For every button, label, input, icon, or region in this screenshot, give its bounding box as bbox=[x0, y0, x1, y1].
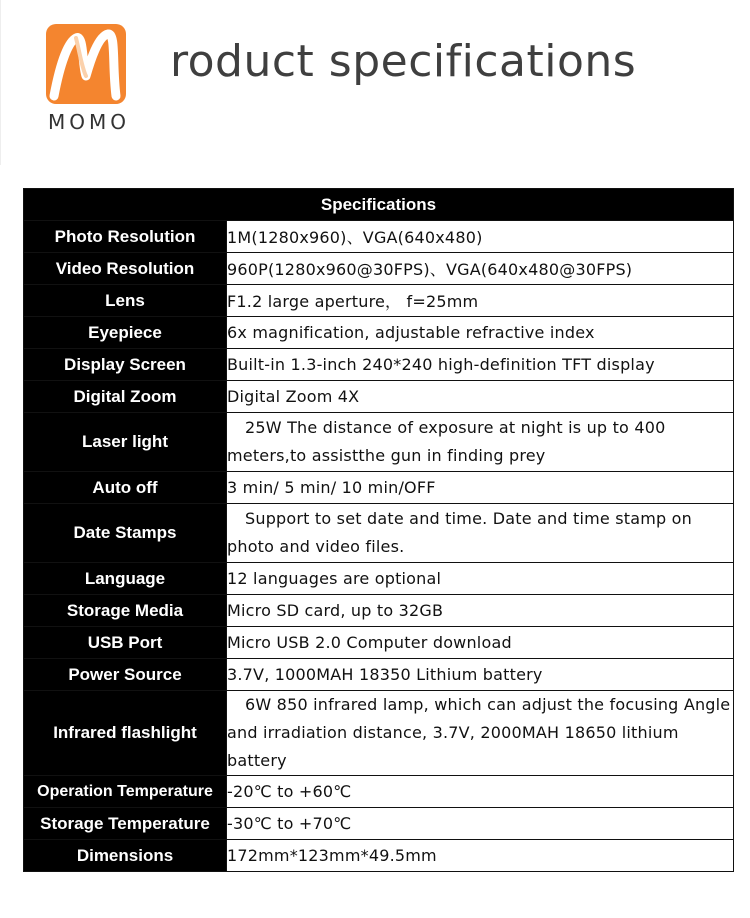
momo-m-logo-icon bbox=[46, 24, 126, 104]
spec-label-digital-zoom: Digital Zoom bbox=[24, 381, 227, 413]
spec-label-lens: Lens bbox=[24, 285, 227, 317]
spec-value-usb-port: Micro USB 2.0 Computer download bbox=[227, 627, 734, 659]
spec-value-auto-off: 3 min/ 5 min/ 10 min/OFF bbox=[227, 472, 734, 504]
spec-label-video-resolution: Video Resolution bbox=[24, 253, 227, 285]
table-row bbox=[24, 504, 734, 563]
spec-value-infrared-flashlight: 6W 850 infrared lamp, which can adjust the focusing Angle and irradiation distance, 3.7V, 2000MAH 18650 lithium battery bbox=[227, 691, 734, 776]
spec-label-power-source: Power Source bbox=[24, 659, 227, 691]
spec-value-power-source: 3.7V, 1000MAH 18350 Lithium battery bbox=[227, 659, 734, 691]
table-row bbox=[24, 840, 734, 872]
table-row bbox=[24, 381, 734, 413]
specifications-table bbox=[23, 188, 734, 872]
table-row bbox=[24, 472, 734, 504]
table-header: Specifications bbox=[24, 189, 734, 221]
table-row bbox=[24, 776, 734, 808]
table-row bbox=[24, 691, 734, 776]
spec-value-lens: F1.2 large aperture， f=25mm bbox=[227, 285, 734, 317]
spec-label-eyepiece: Eyepiece bbox=[24, 317, 227, 349]
brand-logo bbox=[34, 18, 144, 158]
spec-value-storage-media: Micro SD card, up to 32GB bbox=[227, 595, 734, 627]
logo-m-shape bbox=[46, 24, 126, 104]
spec-label-auto-off: Auto off bbox=[24, 472, 227, 504]
table-row bbox=[24, 221, 734, 253]
table-row bbox=[24, 563, 734, 595]
spec-label-storage-media: Storage Media bbox=[24, 595, 227, 627]
spec-label-date-stamps: Date Stamps bbox=[24, 504, 227, 563]
brand-name: MOMO bbox=[48, 110, 130, 134]
spec-label-language: Language bbox=[24, 563, 227, 595]
spec-label-laser-light: Laser light bbox=[24, 413, 227, 472]
spec-value-display-screen: Built-in 1.3-inch 240*240 high-definition TFT display bbox=[227, 349, 734, 381]
spec-value-photo-resolution: 1M(1280x960)、VGA(640x480) bbox=[227, 221, 734, 253]
spec-value-operation-temperature: -20℃ to +60℃ bbox=[227, 776, 734, 808]
spec-value-storage-temperature: -30℃ to +70℃ bbox=[227, 808, 734, 840]
left-edge-divider bbox=[0, 0, 1, 165]
spec-label-photo-resolution: Photo Resolution bbox=[24, 221, 227, 253]
spec-label-dimensions: Dimensions bbox=[24, 840, 227, 872]
table-row bbox=[24, 253, 734, 285]
table-row bbox=[24, 595, 734, 627]
spec-label-operation-temperature: Operation Temperature bbox=[24, 776, 227, 808]
spec-value-dimensions: 172mm*123mm*49.5mm bbox=[227, 840, 734, 872]
spec-value-language: 12 languages are optional bbox=[227, 563, 734, 595]
table-row bbox=[24, 349, 734, 381]
spec-value-video-resolution: 960P(1280x960@30FPS)、VGA(640x480@30FPS) bbox=[227, 253, 734, 285]
spec-value-digital-zoom: Digital Zoom 4X bbox=[227, 381, 734, 413]
page-title: roduct specifications bbox=[170, 36, 637, 87]
table-row bbox=[24, 285, 734, 317]
spec-value-laser-light: 25W The distance of exposure at night is up to 400 meters,to assistthe gun in finding prey bbox=[227, 413, 734, 472]
spec-label-display-screen: Display Screen bbox=[24, 349, 227, 381]
table-row bbox=[24, 317, 734, 349]
table-row bbox=[24, 627, 734, 659]
table-row bbox=[24, 808, 734, 840]
table-row bbox=[24, 659, 734, 691]
table-row bbox=[24, 413, 734, 472]
spec-value-date-stamps: Support to set date and time. Date and time stamp on photo and video files. bbox=[227, 504, 734, 563]
spec-label-storage-temperature: Storage Temperature bbox=[24, 808, 227, 840]
spec-label-usb-port: USB Port bbox=[24, 627, 227, 659]
spec-value-eyepiece: 6x magnification, adjustable refractive index bbox=[227, 317, 734, 349]
spec-label-infrared-flashlight: Infrared flashlight bbox=[24, 691, 227, 776]
